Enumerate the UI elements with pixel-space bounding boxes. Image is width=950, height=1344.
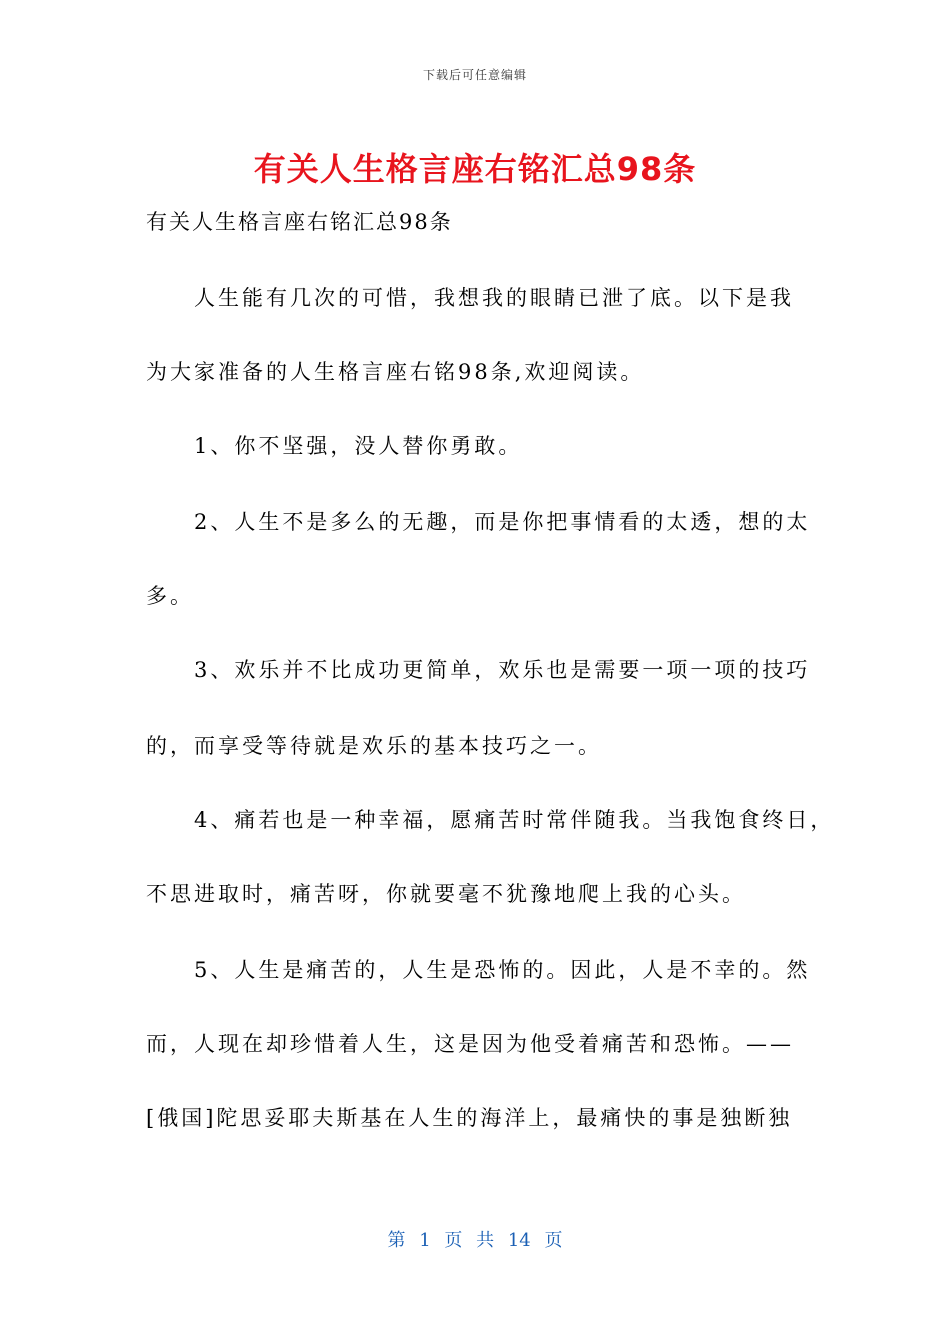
page-header: 下载后可任意编辑: [422, 68, 527, 82]
paragraph-line: [俄国]陀思妥耶夫斯基在人生的海洋上，最痛快的事是独断独: [146, 1106, 793, 1130]
paragraph-line: 2、人生不是多么的无趣，而是你把事情看的太透，想的太: [146, 510, 811, 534]
paragraph-line: 多。: [146, 584, 194, 608]
paragraph-line: 的，而享受等待就是欢乐的基本技巧之一。: [146, 734, 602, 758]
paragraph-line: 为大家准备的人生格言座右铭98条,欢迎阅读。: [146, 360, 645, 384]
paragraph-line: 人生能有几次的可惜，我想我的眼睛已泄了底。以下是我: [146, 286, 794, 310]
paragraph-line: 1、你不坚强，没人替你勇敢。: [146, 434, 523, 458]
paragraph-line: 4、痛若也是一种幸福，愿痛苦时常伴随我。当我饱食终日，: [146, 808, 835, 832]
paragraph-line: 5、人生是痛苦的，人生是恐怖的。因此，人是不幸的。然: [146, 958, 811, 982]
paragraph-line: 而，人现在却珍惜着人生，这是因为他受着痛苦和恐怖。——: [146, 1032, 794, 1056]
paragraph-line: 3、欢乐并不比成功更简单，欢乐也是需要一项一项的技巧: [146, 658, 811, 682]
page-number-footer: 第 1 页 共 14 页: [387, 1230, 563, 1251]
document-title: 有关人生格言座右铭汇总98条: [253, 150, 697, 188]
paragraph-line: 不思进取时，痛苦呀，你就要毫不犹豫地爬上我的心头。: [146, 882, 746, 906]
document-subtitle: 有关人生格言座右铭汇总98条: [146, 210, 453, 234]
